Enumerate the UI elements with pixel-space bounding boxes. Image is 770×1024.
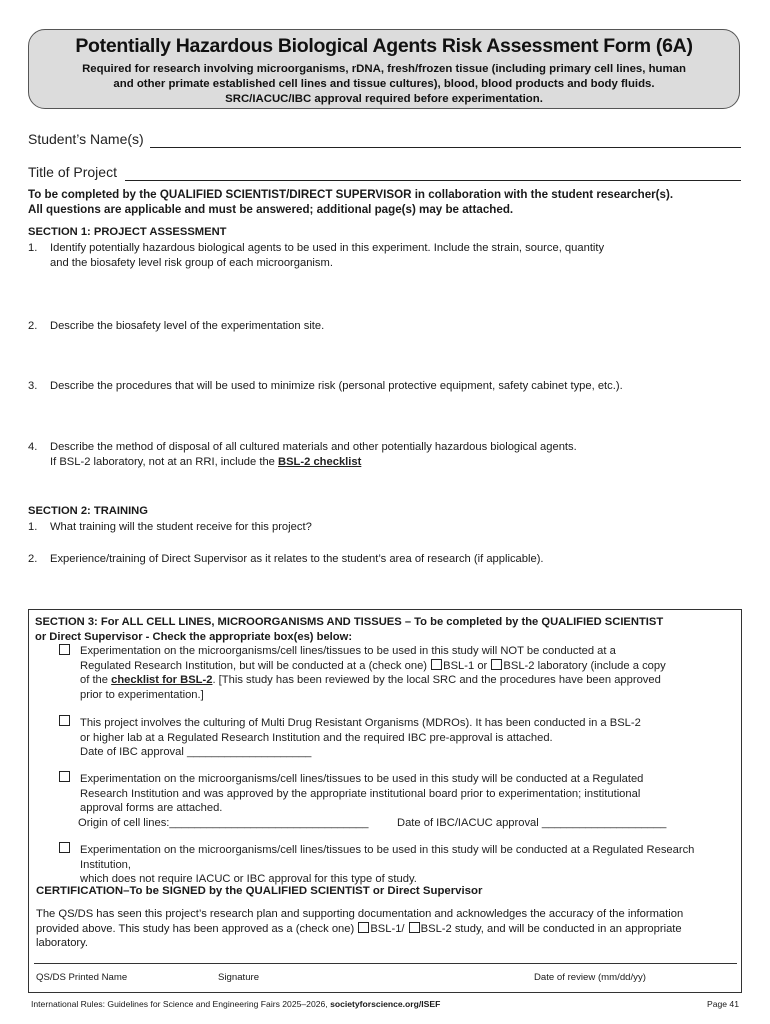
question-number: 1. [28, 242, 38, 254]
ibc-iacuc-approval-date-field[interactable]: Date of IBC/IACUC approval ____________________ [397, 817, 667, 829]
footer-prefix: International Rules: Guidelines for Science and Engineering Fairs 2025–2026, [31, 999, 331, 1009]
cell-lines-origin-field[interactable]: Origin of cell lines:________________________________ [78, 817, 369, 829]
bsl2-checklist-link[interactable]: checklist for BSL-2 [111, 674, 213, 686]
certification-text [36, 907, 736, 951]
student-names-label: Student’s Name(s) [28, 131, 144, 147]
option2-line-2: or higher lab at a Regulated Research Institution and the required IBC pre-approval is attached. [80, 731, 553, 744]
bsl2-checkbox[interactable] [491, 659, 502, 670]
question-text: Identify potentially hazardous biological agents to be used in this experiment. Include the strain, source, quantity [50, 242, 605, 254]
footer-website-link[interactable]: societyforscience.org/ISEF [330, 999, 441, 1009]
certification-line-1: The QS/DS has seen this project’s research plan and supporting documentation and acknowledges the accuracy of the information [36, 908, 684, 920]
review-date-label: Date of review (mm/dd/yy) [534, 972, 646, 983]
signature-line[interactable] [34, 963, 737, 964]
option1-line-2 [80, 659, 666, 674]
section3-heading-line-2: or Direct Supervisor - Check the appropriate box(es) below: [35, 631, 353, 643]
section1-question-1 [28, 241, 604, 271]
option2-text [80, 716, 641, 760]
instructions-line-1: To be completed by the QUALIFIED SCIENTIST/DIRECT SUPERVISOR in collaboration with the student researcher(s). [28, 188, 674, 201]
section2-heading: SECTION 2: TRAINING [28, 505, 148, 517]
student-names-field[interactable] [150, 147, 741, 148]
certification-line-2-text: provided above. This study has been approved as a (check one) [36, 922, 358, 935]
cert-bsl2-checkbox[interactable] [409, 922, 420, 933]
section2-question-2 [28, 552, 544, 567]
question-number: 4. [28, 441, 38, 453]
form-subtitle [29, 62, 739, 107]
section1-question-3 [28, 379, 623, 394]
bsl1-checkbox[interactable] [431, 659, 442, 670]
option3-text [80, 772, 643, 816]
section1-question-4 [28, 440, 577, 470]
form-header [28, 29, 740, 109]
option3-checkbox[interactable] [59, 771, 70, 782]
subtitle-line-2: and other primate established cell lines and tissue cultures), blood, blood products and body fluids. [113, 78, 655, 90]
option4-checkbox[interactable] [59, 842, 70, 853]
option4-line-1: Experimentation on the microorganisms/cell lines/tissues to be used in this study will be conducted at a Regulated Research Institution, [80, 844, 695, 871]
question-number: 2. [28, 553, 38, 565]
question-number: 1. [28, 521, 38, 533]
certification-line-2 [36, 922, 736, 937]
option2-checkbox[interactable] [59, 715, 70, 726]
question-number: 3. [28, 380, 38, 392]
option3-line-1: Experimentation on the microorganisms/cell lines/tissues to be used in this study will be conducted at a Regulated [80, 773, 644, 785]
project-title-field[interactable] [125, 180, 741, 181]
certification-line-3: laboratory. [36, 937, 89, 949]
section1-question-2 [28, 319, 324, 334]
project-title-label: Title of Project [28, 164, 117, 180]
question-text-continued [28, 455, 577, 470]
option3-line-2: Research Institution and was approved by the appropriate institutional board prior to experimentation; institutional [80, 787, 641, 800]
option1-text [80, 644, 666, 702]
option1-line-2-text: Regulated Research Institution, but will be conducted at a (check one) [80, 659, 431, 672]
option1-line-1: Experimentation on the microorganisms/cell lines/tissues to be used in this study will NOT be conducted at a [80, 645, 616, 657]
question-text: Describe the biosafety level of the experimentation site. [50, 320, 325, 332]
certification-heading: CERTIFICATION–To be SIGNED by the QUALIFIED SCIENTIST or Direct Supervisor [36, 885, 483, 897]
option1-line-3-prefix: of the [80, 674, 112, 686]
section3-box [28, 609, 742, 993]
cert-bsl2-label: BSL-2 study, and will be conducted in an appropriate [420, 922, 682, 935]
signature-label: Signature [218, 972, 260, 983]
subtitle-line-1: Required for research involving microorganisms, rDNA, fresh/frozen tissue (including primary cell lines, human [82, 63, 686, 75]
section3-heading-line-1: SECTION 3: For ALL CELL LINES, MICROORGANISMS AND TISSUES – To be completed by the QUALIFIED SCIENTIST [35, 616, 664, 628]
ibc-approval-date-field[interactable]: Date of IBC approval ____________________ [80, 746, 312, 758]
bsl2-checklist-link[interactable]: BSL-2 checklist [278, 456, 362, 468]
option1-line-4: prior to experimentation.] [80, 688, 204, 701]
option2-line-1: This project involves the culturing of Multi Drug Resistant Organisms (MDROs). It has been conducted in a BSL-2 [80, 717, 641, 729]
option3-line-3: approval forms are attached. [80, 802, 223, 814]
question-text: Describe the method of disposal of all cultured materials and other potentially hazardous biological agents. [50, 441, 577, 453]
subtitle-line-3: SRC/IACUC/IBC approval required before experimentation. [225, 93, 543, 105]
section1-heading: SECTION 1: PROJECT ASSESSMENT [28, 226, 227, 238]
option1-line-3 [80, 673, 666, 688]
bsl1-label: BSL-1 or [443, 659, 491, 672]
footer-text [31, 999, 440, 1009]
option4-line-2: which does not require IACUC or IBC approval for this type of study. [80, 873, 417, 885]
bsl2-label: BSL-2 laboratory (include a copy [503, 659, 666, 672]
question-text-prefix: If BSL-2 laboratory, not at an RRI, include the [50, 456, 279, 468]
cert-bsl1-checkbox[interactable] [358, 922, 369, 933]
question-text-continued: and the biosafety level risk group of each microorganism. [50, 257, 333, 269]
instructions [28, 187, 673, 217]
question-text: What training will the student receive for this project? [50, 521, 312, 533]
option1-line-3-suffix: . [This study has been reviewed by the local SRC and the procedures have been approved [212, 674, 661, 686]
question-text: Describe the procedures that will be used to minimize risk (personal protective equipment, safety cabinet type, etc.). [50, 380, 623, 392]
section3-heading [35, 615, 663, 645]
option1-checkbox[interactable] [59, 644, 70, 655]
section2-question-1 [28, 520, 312, 535]
page-number: Page 41 [706, 999, 739, 1009]
printed-name-label: QS/DS Printed Name [36, 972, 128, 983]
question-text: Experience/training of Direct Supervisor as it relates to the student’s area of research (if applicable). [50, 553, 544, 565]
option4-text [80, 843, 741, 887]
form-title: Potentially Hazardous Biological Agents Risk Assessment Form (6A) [75, 35, 693, 57]
cert-bsl1-label: BSL-1/ [370, 922, 408, 935]
instructions-line-2: All questions are applicable and must be answered; additional page(s) may be attached. [28, 203, 514, 216]
question-number: 2. [28, 320, 38, 332]
